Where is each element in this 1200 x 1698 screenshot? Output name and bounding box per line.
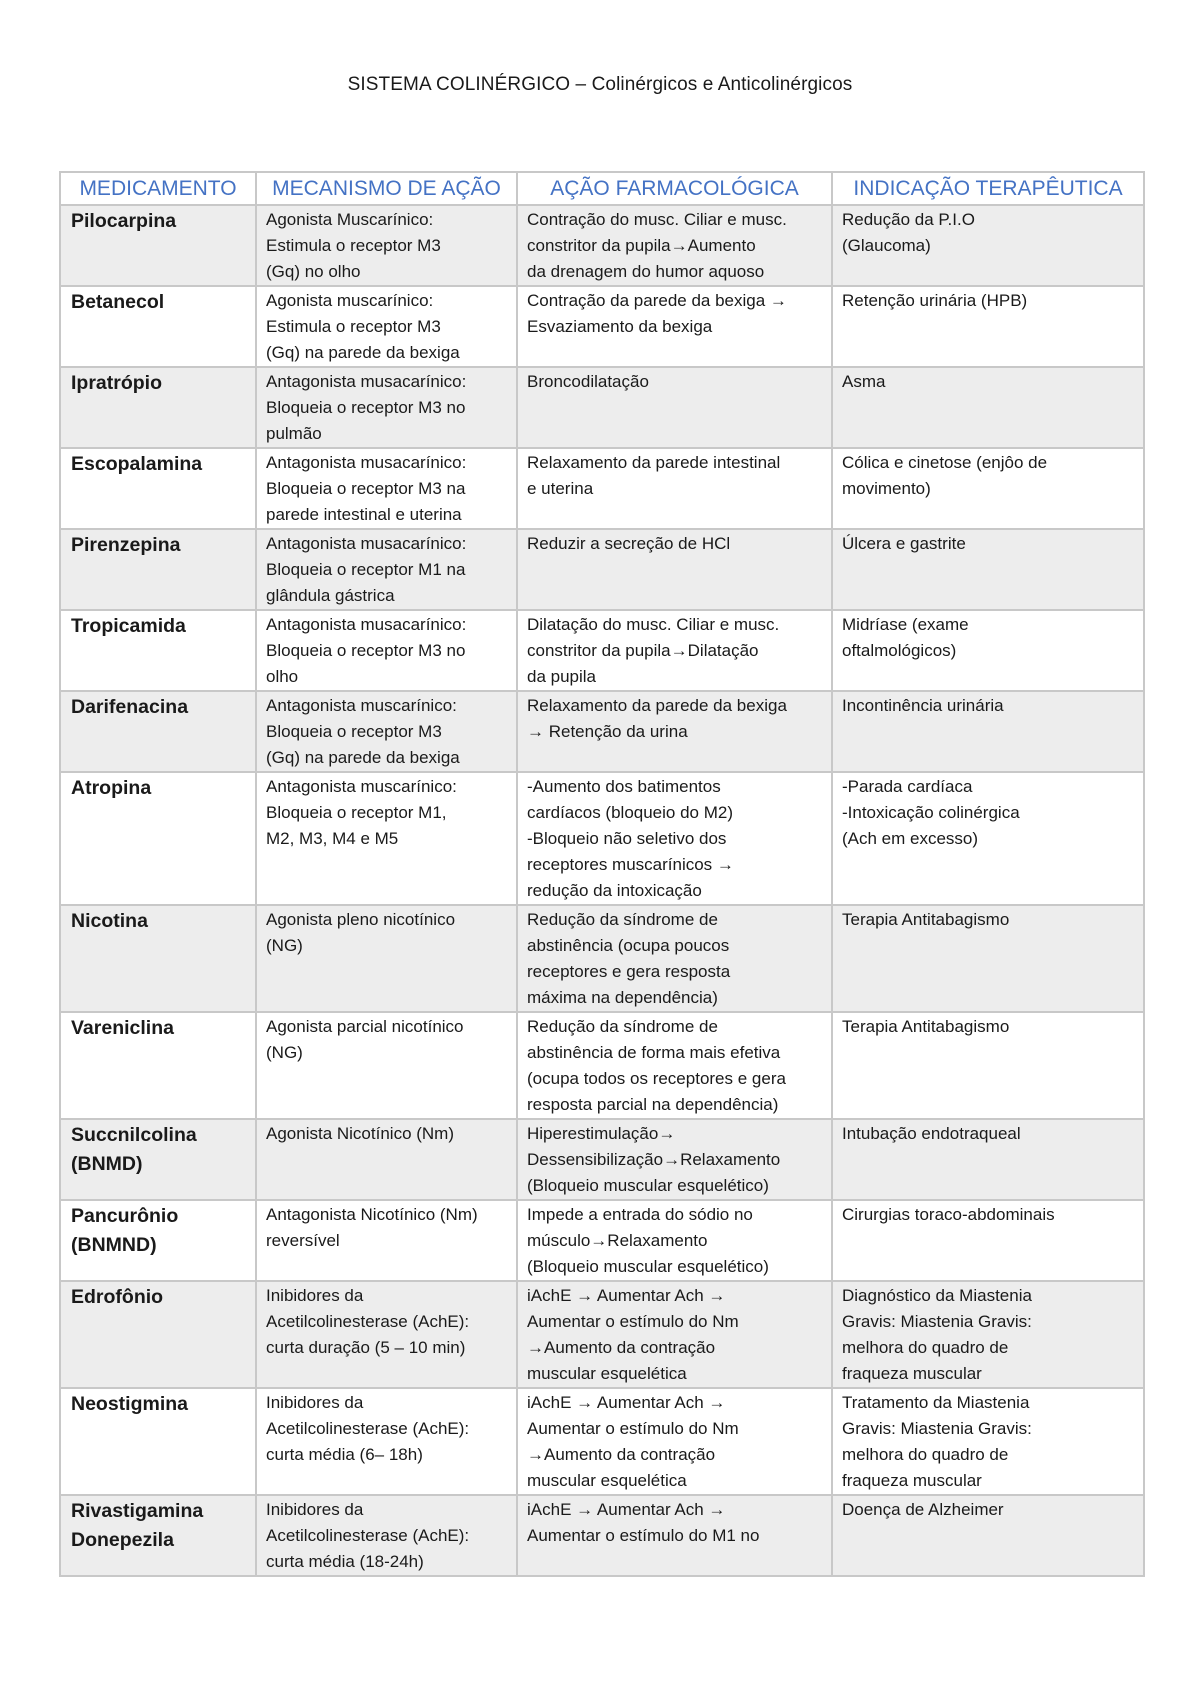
cell-indicacao — [832, 448, 1144, 529]
cell-line: Pirenzepina — [71, 534, 181, 556]
cell-line: iAchE → Aumentar Ach → — [527, 1393, 726, 1412]
cell-medicamento — [60, 367, 256, 448]
cell-indicacao — [832, 367, 1144, 448]
cell-line: Nicotina — [71, 910, 148, 932]
cell-line: músculo→Relaxamento — [527, 1231, 708, 1250]
cell-line: Impede a entrada do sódio no — [527, 1205, 753, 1224]
cell-line: -Bloqueio não seletivo dos — [527, 829, 727, 848]
cell-medicamento — [60, 610, 256, 691]
cell-mecanismo — [256, 1281, 517, 1388]
table-row — [60, 1012, 1144, 1119]
cell-mecanismo — [256, 529, 517, 610]
cell-acao — [517, 1281, 832, 1388]
cell-line: Retenção urinária (HPB) — [842, 291, 1028, 310]
cell-line: muscular esquelética — [527, 1364, 687, 1383]
cell-line: Terapia Antitabagismo — [842, 1017, 1010, 1036]
cell-line: →Aumento da contração — [527, 1445, 716, 1464]
table-row — [60, 1200, 1144, 1281]
cell-indicacao — [832, 691, 1144, 772]
cell-indicacao — [832, 205, 1144, 286]
cell-line: -Aumento dos batimentos — [527, 777, 721, 796]
cell-line: iAchE → Aumentar Ach → — [527, 1500, 726, 1519]
cell-mecanismo — [256, 905, 517, 1012]
cell-line: Antagonista musacarínico: — [266, 615, 467, 634]
cell-acao — [517, 1119, 832, 1200]
cell-mecanismo — [256, 1495, 517, 1576]
cell-line: abstinência de forma mais efetiva — [527, 1043, 781, 1062]
cell-line: curta média (6– 18h) — [266, 1445, 423, 1464]
cell-acao — [517, 691, 832, 772]
table-row — [60, 691, 1144, 772]
cell-line: movimento) — [842, 479, 931, 498]
cell-medicamento — [60, 772, 256, 905]
cell-line: Neostigmina — [71, 1393, 189, 1415]
cell-indicacao — [832, 1388, 1144, 1495]
cell-line: Atropina — [71, 777, 152, 799]
cell-acao — [517, 1012, 832, 1119]
document-title: SISTEMA COLINÉRGICO – Colinérgicos e Anticolinérgicos — [347, 74, 853, 95]
cell-line: Diagnóstico da Miastenia — [842, 1286, 1032, 1305]
cell-line: (Bloqueio muscular esquelético) — [527, 1176, 769, 1195]
cell-acao — [517, 1495, 832, 1576]
table-row — [60, 1388, 1144, 1495]
cell-line: Aumentar o estímulo do M1 no — [527, 1526, 760, 1545]
cell-line: →Aumento da contração — [527, 1338, 716, 1357]
cell-line: Redução da síndrome de — [527, 1017, 718, 1036]
header-acao: AÇÃO FARMACOLÓGICA — [517, 172, 832, 205]
cell-line: Estimula o receptor M3 — [266, 317, 441, 336]
cell-mecanismo — [256, 610, 517, 691]
cell-line: Succnilcolina — [71, 1124, 197, 1146]
cell-line: receptores muscarínicos → — [527, 855, 734, 874]
cell-line: Gravis: Miastenia Gravis: — [842, 1419, 1032, 1438]
cell-line: Esvaziamento da bexiga — [527, 317, 713, 336]
cell-indicacao — [832, 1012, 1144, 1119]
cell-line: Acetilcolinesterase (AchE): — [266, 1312, 470, 1331]
cell-line: Tropicamida — [71, 615, 186, 637]
cell-line: Redução da P.I.O — [842, 210, 975, 229]
cell-line: Donepezila — [71, 1529, 174, 1551]
cell-acao — [517, 286, 832, 367]
cell-line: Cirurgias toraco-abdominais — [842, 1205, 1055, 1224]
cell-line: Edrofônio — [71, 1286, 164, 1308]
table-header-row — [60, 172, 1144, 205]
cell-line: e uterina — [527, 479, 594, 498]
cell-line: Úlcera e gastrite — [842, 534, 966, 553]
cell-line: Pancurônio — [71, 1205, 179, 1227]
cell-line: (ocupa todos os receptores e gera — [527, 1069, 786, 1088]
cell-mecanismo — [256, 286, 517, 367]
cell-line: Escopalamina — [71, 453, 203, 475]
cell-indicacao — [832, 1119, 1144, 1200]
cell-line: Bloqueia o receptor M3 — [266, 722, 442, 741]
cell-line: redução da intoxicação — [527, 881, 702, 900]
cell-line: Redução da síndrome de — [527, 910, 718, 929]
cell-indicacao — [832, 1495, 1144, 1576]
table-row — [60, 905, 1144, 1012]
cell-indicacao — [832, 286, 1144, 367]
cell-line: (Gq) no olho — [266, 262, 361, 281]
cell-line: parede intestinal e uterina — [266, 505, 462, 524]
cell-line: constritor da pupila→Dilatação — [527, 641, 759, 660]
cell-line: Estimula o receptor M3 — [266, 236, 441, 255]
cell-line: curta duração (5 – 10 min) — [266, 1338, 466, 1357]
cell-line: Bloqueia o receptor M1, — [266, 803, 447, 822]
cell-line: Doença de Alzheimer — [842, 1500, 1004, 1519]
cell-line: da pupila — [527, 667, 597, 686]
cell-line: Hiperestimulação→ — [527, 1124, 676, 1143]
cell-line: (NG) — [266, 936, 303, 955]
cell-line: curta média (18-24h) — [266, 1552, 424, 1571]
cell-line: Bloqueia o receptor M3 no — [266, 398, 466, 417]
table-row — [60, 1119, 1144, 1200]
cell-acao — [517, 610, 832, 691]
cell-line: -Intoxicação colinérgica — [842, 803, 1020, 822]
cell-mecanismo — [256, 772, 517, 905]
cell-line: Asma — [842, 372, 886, 391]
cell-line: Intubação endotraqueal — [842, 1124, 1021, 1143]
cell-line: oftalmológicos) — [842, 641, 957, 660]
cell-line: melhora do quadro de — [842, 1338, 1009, 1357]
cell-line: muscular esquelética — [527, 1471, 687, 1490]
cell-line: (Bloqueio muscular esquelético) — [527, 1257, 769, 1276]
cell-indicacao — [832, 610, 1144, 691]
cell-line: Acetilcolinesterase (AchE): — [266, 1419, 470, 1438]
cell-line: fraqueza muscular — [842, 1364, 982, 1383]
cell-line: glândula gástrica — [266, 586, 395, 605]
cell-line: constritor da pupila→Aumento — [527, 236, 756, 255]
cell-medicamento — [60, 448, 256, 529]
cell-medicamento — [60, 1012, 256, 1119]
table-row — [60, 1495, 1144, 1576]
cell-medicamento — [60, 1495, 256, 1576]
cell-line: Antagonista musacarínico: — [266, 453, 467, 472]
cell-acao — [517, 367, 832, 448]
cell-indicacao — [832, 772, 1144, 905]
cell-indicacao — [832, 1200, 1144, 1281]
cell-line: olho — [266, 667, 299, 686]
cell-line: máxima na dependência) — [527, 988, 718, 1007]
cell-mecanismo — [256, 1388, 517, 1495]
cell-line: Pilocarpina — [71, 210, 177, 232]
cell-mecanismo — [256, 367, 517, 448]
cell-indicacao — [832, 1281, 1144, 1388]
cell-acao — [517, 448, 832, 529]
cell-line: Terapia Antitabagismo — [842, 910, 1010, 929]
cell-line: Ipratrópio — [71, 372, 162, 394]
cell-medicamento — [60, 905, 256, 1012]
cell-mecanismo — [256, 448, 517, 529]
cell-line: -Parada cardíaca — [842, 777, 973, 796]
cell-line: Relaxamento da parede intestinal — [527, 453, 781, 472]
cell-line: Bloqueia o receptor M1 na — [266, 560, 466, 579]
cell-medicamento — [60, 529, 256, 610]
cell-line: Bloqueia o receptor M3 no — [266, 641, 466, 660]
cell-line: Reduzir a secreção de HCl — [527, 534, 731, 553]
cell-line: Antagonista muscarínico: — [266, 696, 457, 715]
cell-line: melhora do quadro de — [842, 1445, 1009, 1464]
cell-line: Dilatação do musc. Ciliar e musc. — [527, 615, 780, 634]
cell-line: abstinência (ocupa poucos — [527, 936, 730, 955]
cell-line: Tratamento da Miastenia — [842, 1393, 1030, 1412]
cell-acao — [517, 1200, 832, 1281]
table-row — [60, 1281, 1144, 1388]
cell-line: Agonista Nicotínico (Nm) — [266, 1124, 455, 1143]
cell-line: Vareniclina — [71, 1017, 174, 1039]
cell-medicamento — [60, 1200, 256, 1281]
cell-line: Incontinência urinária — [842, 696, 1004, 715]
cell-line: Betanecol — [71, 291, 165, 313]
cell-line: (Ach em excesso) — [842, 829, 979, 848]
cell-line: Rivastigamina — [71, 1500, 204, 1522]
cell-line: Relaxamento da parede da bexiga — [527, 696, 787, 715]
drug-table — [59, 171, 1145, 1577]
cell-line: Agonista parcial nicotínico — [266, 1017, 464, 1036]
cell-medicamento — [60, 1281, 256, 1388]
cell-line: Acetilcolinesterase (AchE): — [266, 1526, 470, 1545]
table-row — [60, 205, 1144, 286]
cell-line: Contração da parede da bexiga → — [527, 291, 787, 310]
cell-mecanismo — [256, 1200, 517, 1281]
cell-line: M2, M3, M4 e M5 — [266, 829, 399, 848]
table-row — [60, 610, 1144, 691]
table-row — [60, 286, 1144, 367]
cell-line: Antagonista Nicotínico (Nm) — [266, 1205, 478, 1224]
cell-line: Antagonista musacarínico: — [266, 372, 467, 391]
cell-line: Broncodilatação — [527, 372, 649, 391]
cell-line: Midríase (exame — [842, 615, 969, 634]
cell-line: Antagonista musacarínico: — [266, 534, 467, 553]
cell-line: → Retenção da urina — [527, 722, 688, 741]
cell-acao — [517, 772, 832, 905]
cell-line: receptores e gera resposta — [527, 962, 731, 981]
cell-line: reversível — [266, 1231, 340, 1250]
cell-line: Dessensibilização→Relaxamento — [527, 1150, 781, 1169]
cell-line: fraqueza muscular — [842, 1471, 982, 1490]
cell-medicamento — [60, 1388, 256, 1495]
cell-line: Aumentar o estímulo do Nm — [527, 1419, 739, 1438]
table-row — [60, 772, 1144, 905]
cell-line: (NG) — [266, 1043, 303, 1062]
cell-line: (BNMND) — [71, 1234, 157, 1256]
cell-line: Aumentar o estímulo do Nm — [527, 1312, 739, 1331]
cell-line: Contração do musc. Ciliar e musc. — [527, 210, 787, 229]
cell-indicacao — [832, 905, 1144, 1012]
header-mecanismo: MECANISMO DE AÇÃO — [256, 172, 517, 205]
cell-line: cardíacos (bloqueio do M2) — [527, 803, 734, 822]
cell-mecanismo — [256, 1012, 517, 1119]
cell-line: Gravis: Miastenia Gravis: — [842, 1312, 1032, 1331]
table-body — [60, 205, 1144, 1576]
cell-line: iAchE → Aumentar Ach → — [527, 1286, 726, 1305]
cell-line: Cólica e cinetose (enjôo de — [842, 453, 1048, 472]
cell-acao — [517, 205, 832, 286]
cell-mecanismo — [256, 205, 517, 286]
cell-medicamento — [60, 205, 256, 286]
cell-line: (BNMD) — [71, 1153, 143, 1175]
cell-line: (Glaucoma) — [842, 236, 931, 255]
cell-line: da drenagem do humor aquoso — [527, 262, 765, 281]
cell-mecanismo — [256, 1119, 517, 1200]
cell-line: Agonista muscarínico: — [266, 291, 434, 310]
cell-acao — [517, 905, 832, 1012]
cell-line: Agonista Muscarínico: — [266, 210, 434, 229]
cell-line: resposta parcial na dependência) — [527, 1095, 779, 1114]
cell-line: Antagonista muscarínico: — [266, 777, 457, 796]
cell-medicamento — [60, 691, 256, 772]
cell-acao — [517, 529, 832, 610]
header-medicamento: MEDICAMENTO — [60, 172, 256, 205]
cell-line: Agonista pleno nicotínico — [266, 910, 456, 929]
cell-line: pulmão — [266, 424, 322, 443]
cell-line: Bloqueia o receptor M3 na — [266, 479, 466, 498]
cell-acao — [517, 1388, 832, 1495]
cell-medicamento — [60, 1119, 256, 1200]
table-row — [60, 448, 1144, 529]
cell-line: Inibidores da — [266, 1393, 364, 1412]
header-indicacao: INDICAÇÃO TERAPÊUTICA — [832, 172, 1144, 205]
cell-line: Darifenacina — [71, 696, 189, 718]
cell-medicamento — [60, 286, 256, 367]
cell-line: (Gq) na parede da bexiga — [266, 343, 460, 362]
cell-line: Inibidores da — [266, 1500, 364, 1519]
table-row — [60, 529, 1144, 610]
table-row — [60, 367, 1144, 448]
cell-line: (Gq) na parede da bexiga — [266, 748, 460, 767]
cell-indicacao — [832, 529, 1144, 610]
cell-mecanismo — [256, 691, 517, 772]
cell-line: Inibidores da — [266, 1286, 364, 1305]
